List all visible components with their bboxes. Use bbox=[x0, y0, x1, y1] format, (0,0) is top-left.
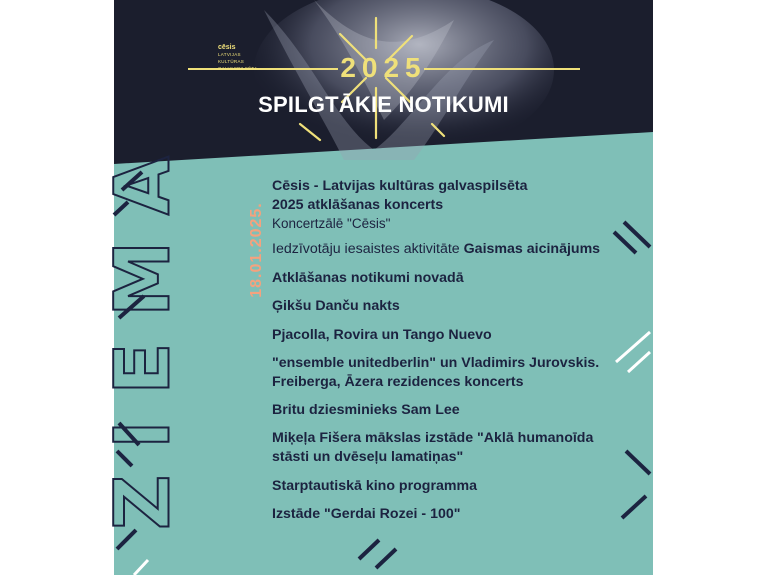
event-title: Starptautiskā kino programma bbox=[272, 478, 477, 494]
event-title: "ensemble unitedberlin" un Vladimirs Jurovskis. bbox=[272, 355, 600, 371]
event-poster bbox=[97, 0, 653, 575]
event-title: Freiberga, Āzera rezidences koncerts bbox=[272, 374, 524, 390]
badge-line: GALVASPILSĒTA bbox=[218, 66, 258, 71]
event-title: Miķeļa Fišera mākslas izstāde "Aklā humanoīda bbox=[272, 430, 594, 446]
year-logo: 2025 bbox=[340, 52, 427, 83]
event-title: Ģikšu Danču nakts bbox=[272, 298, 400, 314]
event-title bbox=[272, 240, 600, 259]
event-title: Atklāšanas notikumi novadā bbox=[272, 270, 464, 286]
poster-title: SPILGTĀKIE NOTIKUMI bbox=[258, 92, 509, 117]
event-title: Cēsis - Latvijas kultūras galvaspilsēta bbox=[272, 178, 528, 194]
event-title: stāsti un dvēseļu lamatiņas" bbox=[272, 449, 464, 465]
event-title: Izstāde "Gerdai Rozei - 100" bbox=[272, 506, 461, 522]
season-label: ZIEMA bbox=[97, 130, 187, 530]
badge-line: LATVIJAS bbox=[218, 52, 241, 57]
event-date: 18.01.2025. bbox=[248, 202, 265, 298]
event-venue: Koncertzālē "Cēsis" bbox=[272, 216, 391, 231]
badge-city: cēsis bbox=[218, 44, 236, 51]
event-title: Britu dziesminieks Sam Lee bbox=[272, 402, 460, 418]
event-title: Pjacolla, Rovira un Tango Nuevo bbox=[272, 327, 492, 343]
event-highlight: Gaismas aicinājums bbox=[463, 241, 601, 257]
event-prefix: Iedzīvotāju iesaistes aktivitāte bbox=[272, 241, 464, 257]
event-title: 2025 atklāšanas koncerts bbox=[272, 197, 444, 213]
badge-line: KULTŪRAS bbox=[218, 59, 245, 64]
